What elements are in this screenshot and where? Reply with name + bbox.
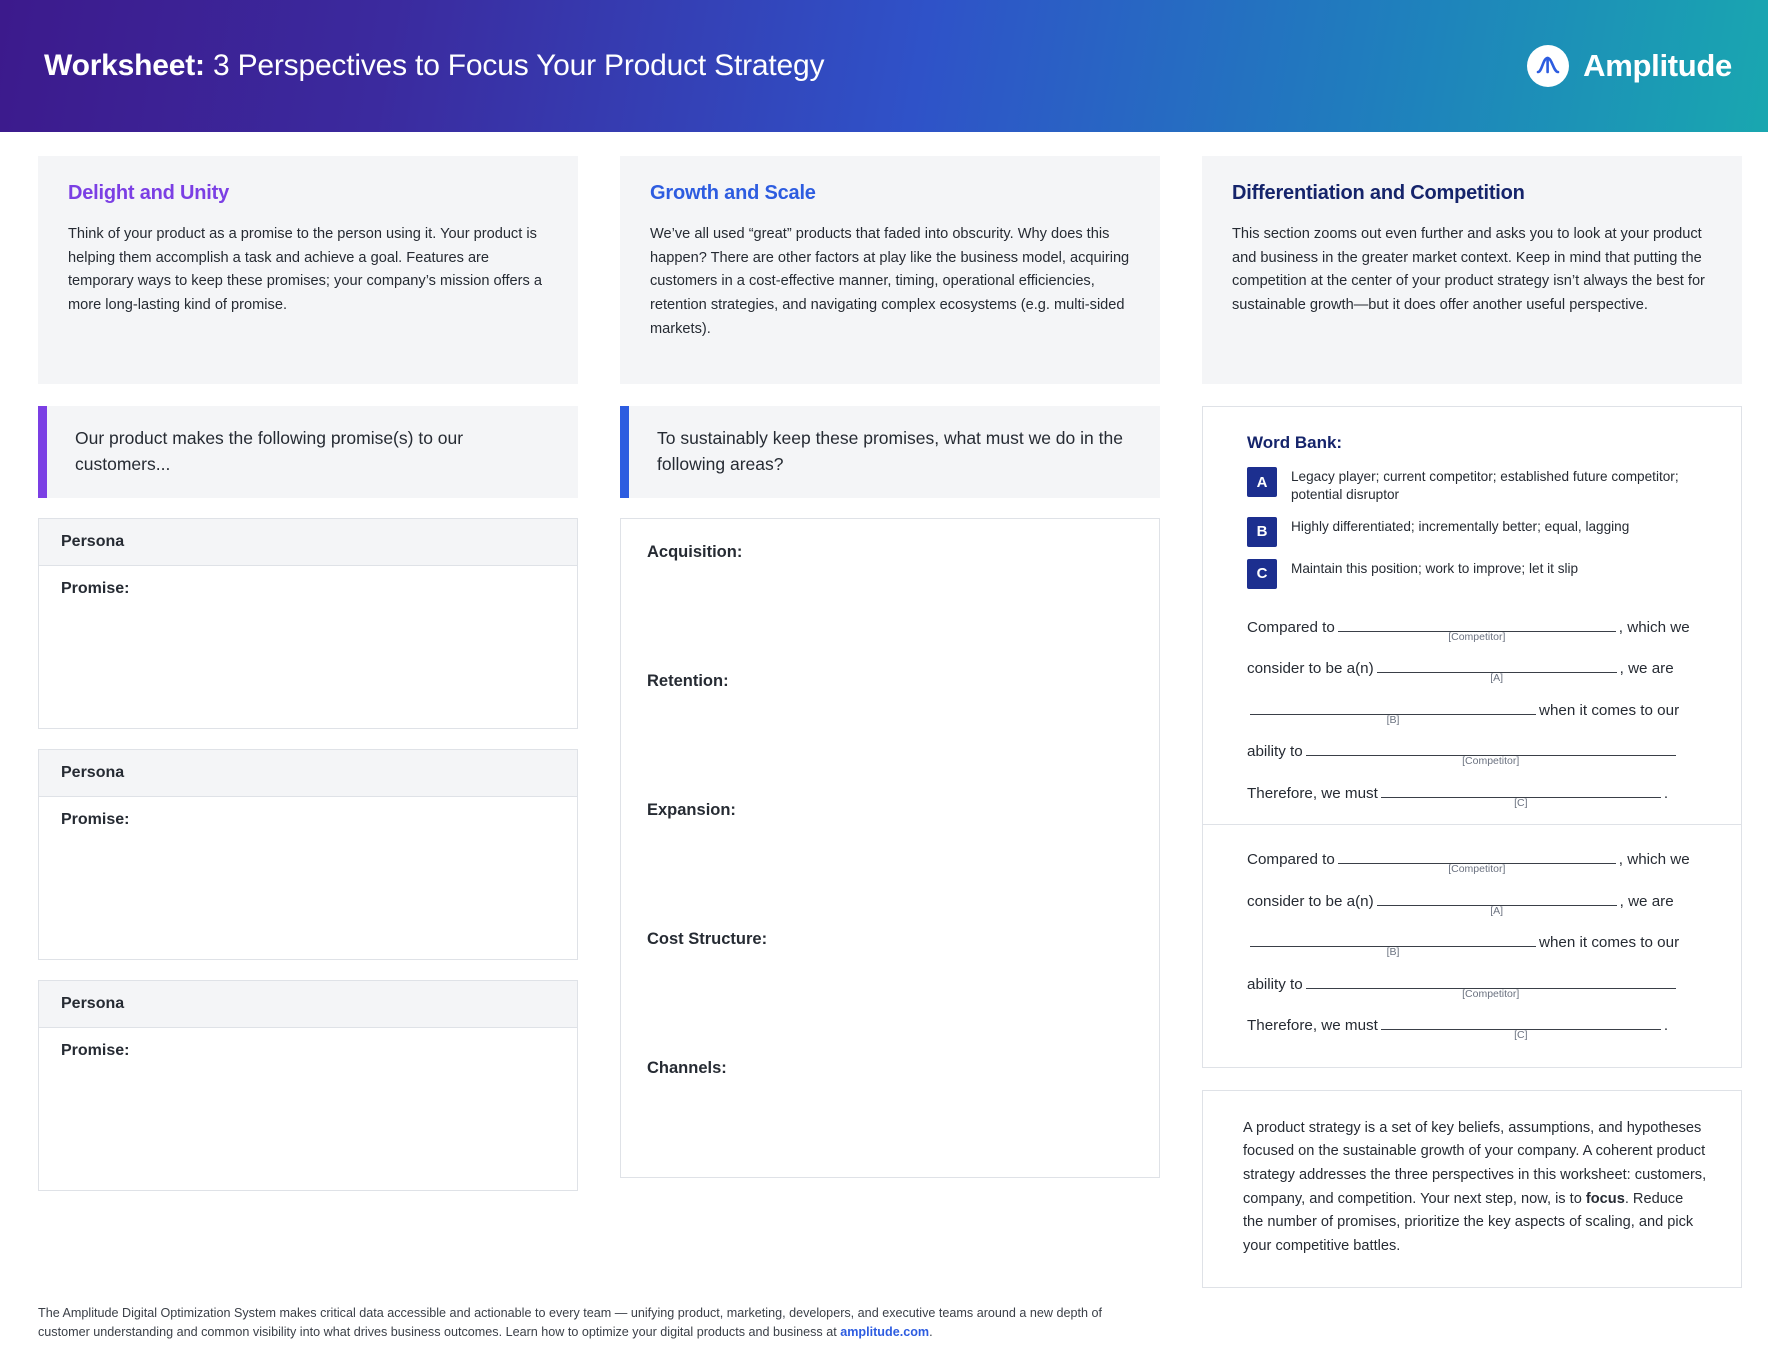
promise-label: Promise: xyxy=(61,580,130,597)
fill-lead-4: Therefore, we must xyxy=(1247,1017,1378,1035)
fill-lead-2: consider to be a(n) xyxy=(1247,660,1374,678)
page-footer xyxy=(0,1288,1180,1369)
persona-answer-area[interactable] xyxy=(39,1028,577,1190)
area-label-acquisition: Acquisition: xyxy=(647,543,743,561)
fill-line-1[interactable] xyxy=(1247,615,1701,643)
area-label-cost-structure: Cost Structure: xyxy=(647,930,768,948)
fill-in-block-1[interactable] xyxy=(1247,615,1701,809)
hint-competitor: [Competitor] xyxy=(1448,630,1506,643)
area-label-expansion: Expansion: xyxy=(647,801,736,819)
persona-header: Persona xyxy=(39,750,577,797)
promise-label: Promise: xyxy=(61,811,130,828)
footer-text xyxy=(38,1304,1142,1343)
fill-mid-1: , which we xyxy=(1618,618,1690,636)
fill-lead-4: Therefore, we must xyxy=(1247,784,1378,802)
footer-text-2: . xyxy=(929,1325,933,1340)
persona-header: Persona xyxy=(39,981,577,1028)
fill-line-2[interactable] xyxy=(1247,656,1701,685)
blank-competitor[interactable] xyxy=(1338,847,1616,876)
fill-lead-3: ability to xyxy=(1247,975,1303,993)
word-bank-title: Word Bank: xyxy=(1247,433,1343,452)
fill-mid-1: , which we xyxy=(1618,851,1690,869)
intro-panel-2 xyxy=(620,156,1160,384)
blank-a[interactable] xyxy=(1377,889,1617,917)
blank-ability[interactable] xyxy=(1306,972,1676,1000)
hint-competitor: [Competitor] xyxy=(1448,863,1506,876)
section-heading-2: Growth and Scale xyxy=(650,182,816,204)
fill-line-4[interactable] xyxy=(1247,739,1701,768)
fill-line-2[interactable] xyxy=(1247,889,1701,917)
column-growth-and-scale xyxy=(620,156,1160,1178)
fill-lead-2: consider to be a(n) xyxy=(1247,892,1374,910)
fill-line-5[interactable] xyxy=(1247,1013,1701,1042)
fill-line-4[interactable] xyxy=(1247,972,1701,1000)
word-bank-text-c: Maintain this position; work to improve; let it slip xyxy=(1291,560,1579,576)
amplitude-logo-icon xyxy=(1527,45,1569,87)
hint-b: [B] xyxy=(1386,713,1400,726)
growth-areas-box[interactable] xyxy=(620,518,1160,1178)
section-heading-1: Delight and Unity xyxy=(68,182,230,204)
word-bank-panel xyxy=(1202,406,1742,1068)
summary-note-part-1: A product strategy is a set of key beliefs, assumptions, and hypotheses focused on the sustainable growth of your company. A coherent product strategy addresses the three perspectives in this worksheet: customers, company, and competition. Your next step, now, is to xyxy=(1243,1119,1707,1207)
persona-header: Persona xyxy=(39,519,577,566)
fill-divider xyxy=(1203,824,1741,825)
prompt-text-1: Our product makes the following promise(s) to our customers... xyxy=(75,428,464,474)
page-header xyxy=(0,0,1768,132)
prompt-band-2 xyxy=(620,406,1160,498)
promise-label: Promise: xyxy=(61,1042,130,1059)
blank-a[interactable] xyxy=(1377,656,1617,685)
fill-mid-2: , we are xyxy=(1619,660,1674,678)
footer-text-1: The Amplitude Digital Optimization System makes critical data accessible and actionable to every team — unifying product, marketing, developers, and executive teams around a new depth of customer understanding and common visibility into what drives business outcomes. Learn how to optimize your digital products and business at xyxy=(38,1305,1103,1340)
section-body-3: This section zooms out even further and asks you to look at your product and business in the greater market context. Keep in mind that putting the competition at the center of your product strategy isn’t always the best for sustainable growth—but it does offer another useful perspective. xyxy=(1232,226,1705,313)
brand-name: Amplitude xyxy=(1583,48,1732,83)
word-bank-item-c xyxy=(1247,559,1701,589)
blank-b[interactable] xyxy=(1250,698,1536,726)
word-bank-item-b xyxy=(1247,517,1701,547)
prompt-text-2: To sustainably keep these promises, what must we do in the following areas? xyxy=(657,428,1123,474)
intro-panel-3 xyxy=(1202,156,1742,384)
page-title-rest: 3 Perspectives to Focus Your Product Strategy xyxy=(204,49,825,82)
hint-a: [A] xyxy=(1490,672,1504,685)
column-differentiation-and-competition xyxy=(1202,156,1742,1288)
column-delight-and-unity xyxy=(38,156,578,1191)
prompt-accent-bar-1 xyxy=(38,406,47,498)
blank-c[interactable] xyxy=(1381,1013,1661,1042)
amplitude-link[interactable]: amplitude.com xyxy=(840,1325,930,1340)
summary-note-part-2: . Reduce the number of promises, prioritize the key aspects of scaling, and pick your competitive battles. xyxy=(1243,1190,1694,1254)
section-heading-3: Differentiation and Competition xyxy=(1232,182,1525,204)
badge-a: A xyxy=(1247,467,1277,497)
word-bank-text-a: Legacy player; current competitor; established future competitor; potential disruptor xyxy=(1291,469,1679,503)
fill-line-3[interactable] xyxy=(1247,698,1701,726)
area-label-channels: Channels: xyxy=(647,1059,727,1077)
hint-c: [C] xyxy=(1514,796,1528,809)
hint-competitor-2: [Competitor] xyxy=(1462,987,1520,1000)
word-bank-text-b: Highly differentiated; incrementally better; equal, lagging xyxy=(1291,518,1630,534)
hint-b: [B] xyxy=(1386,946,1400,959)
fill-in-block-2[interactable] xyxy=(1247,847,1701,1042)
fill-line-5[interactable] xyxy=(1247,781,1701,809)
hint-competitor-2: [Competitor] xyxy=(1462,755,1520,768)
summary-note-text xyxy=(1243,1117,1707,1259)
blank-competitor[interactable] xyxy=(1338,615,1616,643)
hint-c: [C] xyxy=(1514,1029,1528,1042)
persona-card[interactable] xyxy=(38,980,578,1191)
badge-c: C xyxy=(1247,559,1277,589)
blank-b[interactable] xyxy=(1250,930,1536,959)
hint-a: [A] xyxy=(1490,904,1504,917)
fill-mid-2: , we are xyxy=(1619,892,1674,910)
fill-period: . xyxy=(1663,784,1669,802)
area-label-retention: Retention: xyxy=(647,672,729,690)
fill-mid-3: when it comes to our xyxy=(1539,934,1680,952)
fill-line-3[interactable] xyxy=(1247,930,1701,959)
fill-mid-3: when it comes to our xyxy=(1539,701,1680,719)
prompt-accent-bar-2 xyxy=(620,406,629,498)
page-title-bold: Worksheet: xyxy=(44,49,205,82)
page-title xyxy=(44,49,824,83)
section-body-2: We’ve all used “great” products that faded into obscurity. Why does this happen? There are other factors at play like the business model, acquiring customers in a cost-effective manner, timing, operational efficiencies, retention strategies, and navigating complex ecosystems (e.g. multi-sided markets). xyxy=(650,226,1130,337)
brand-logo xyxy=(1527,45,1732,87)
fill-lead-3: ability to xyxy=(1247,743,1303,761)
fill-lead-1: Compared to xyxy=(1247,851,1335,869)
persona-answer-area[interactable] xyxy=(39,797,577,959)
persona-answer-area[interactable] xyxy=(39,566,577,728)
section-body-1: Think of your product as a promise to the person using it. Your product is helping them accomplish a task and achieve a goal. Features are temporary ways to keep these promises; your company’s mission offers a more long-lasting kind of promise. xyxy=(68,226,542,313)
persona-card[interactable] xyxy=(38,749,578,960)
summary-note-panel xyxy=(1202,1090,1742,1288)
worksheet-columns xyxy=(0,132,1768,1288)
word-bank-item-a xyxy=(1247,467,1701,505)
intro-panel-1 xyxy=(38,156,578,384)
badge-b: B xyxy=(1247,517,1277,547)
prompt-band-1 xyxy=(38,406,578,498)
persona-card[interactable] xyxy=(38,518,578,729)
blank-c[interactable] xyxy=(1381,781,1661,809)
blank-ability[interactable] xyxy=(1306,739,1676,768)
summary-note-bold: focus xyxy=(1585,1190,1625,1207)
fill-period: . xyxy=(1663,1017,1669,1035)
fill-line-1[interactable] xyxy=(1247,847,1701,876)
fill-lead-1: Compared to xyxy=(1247,618,1335,636)
